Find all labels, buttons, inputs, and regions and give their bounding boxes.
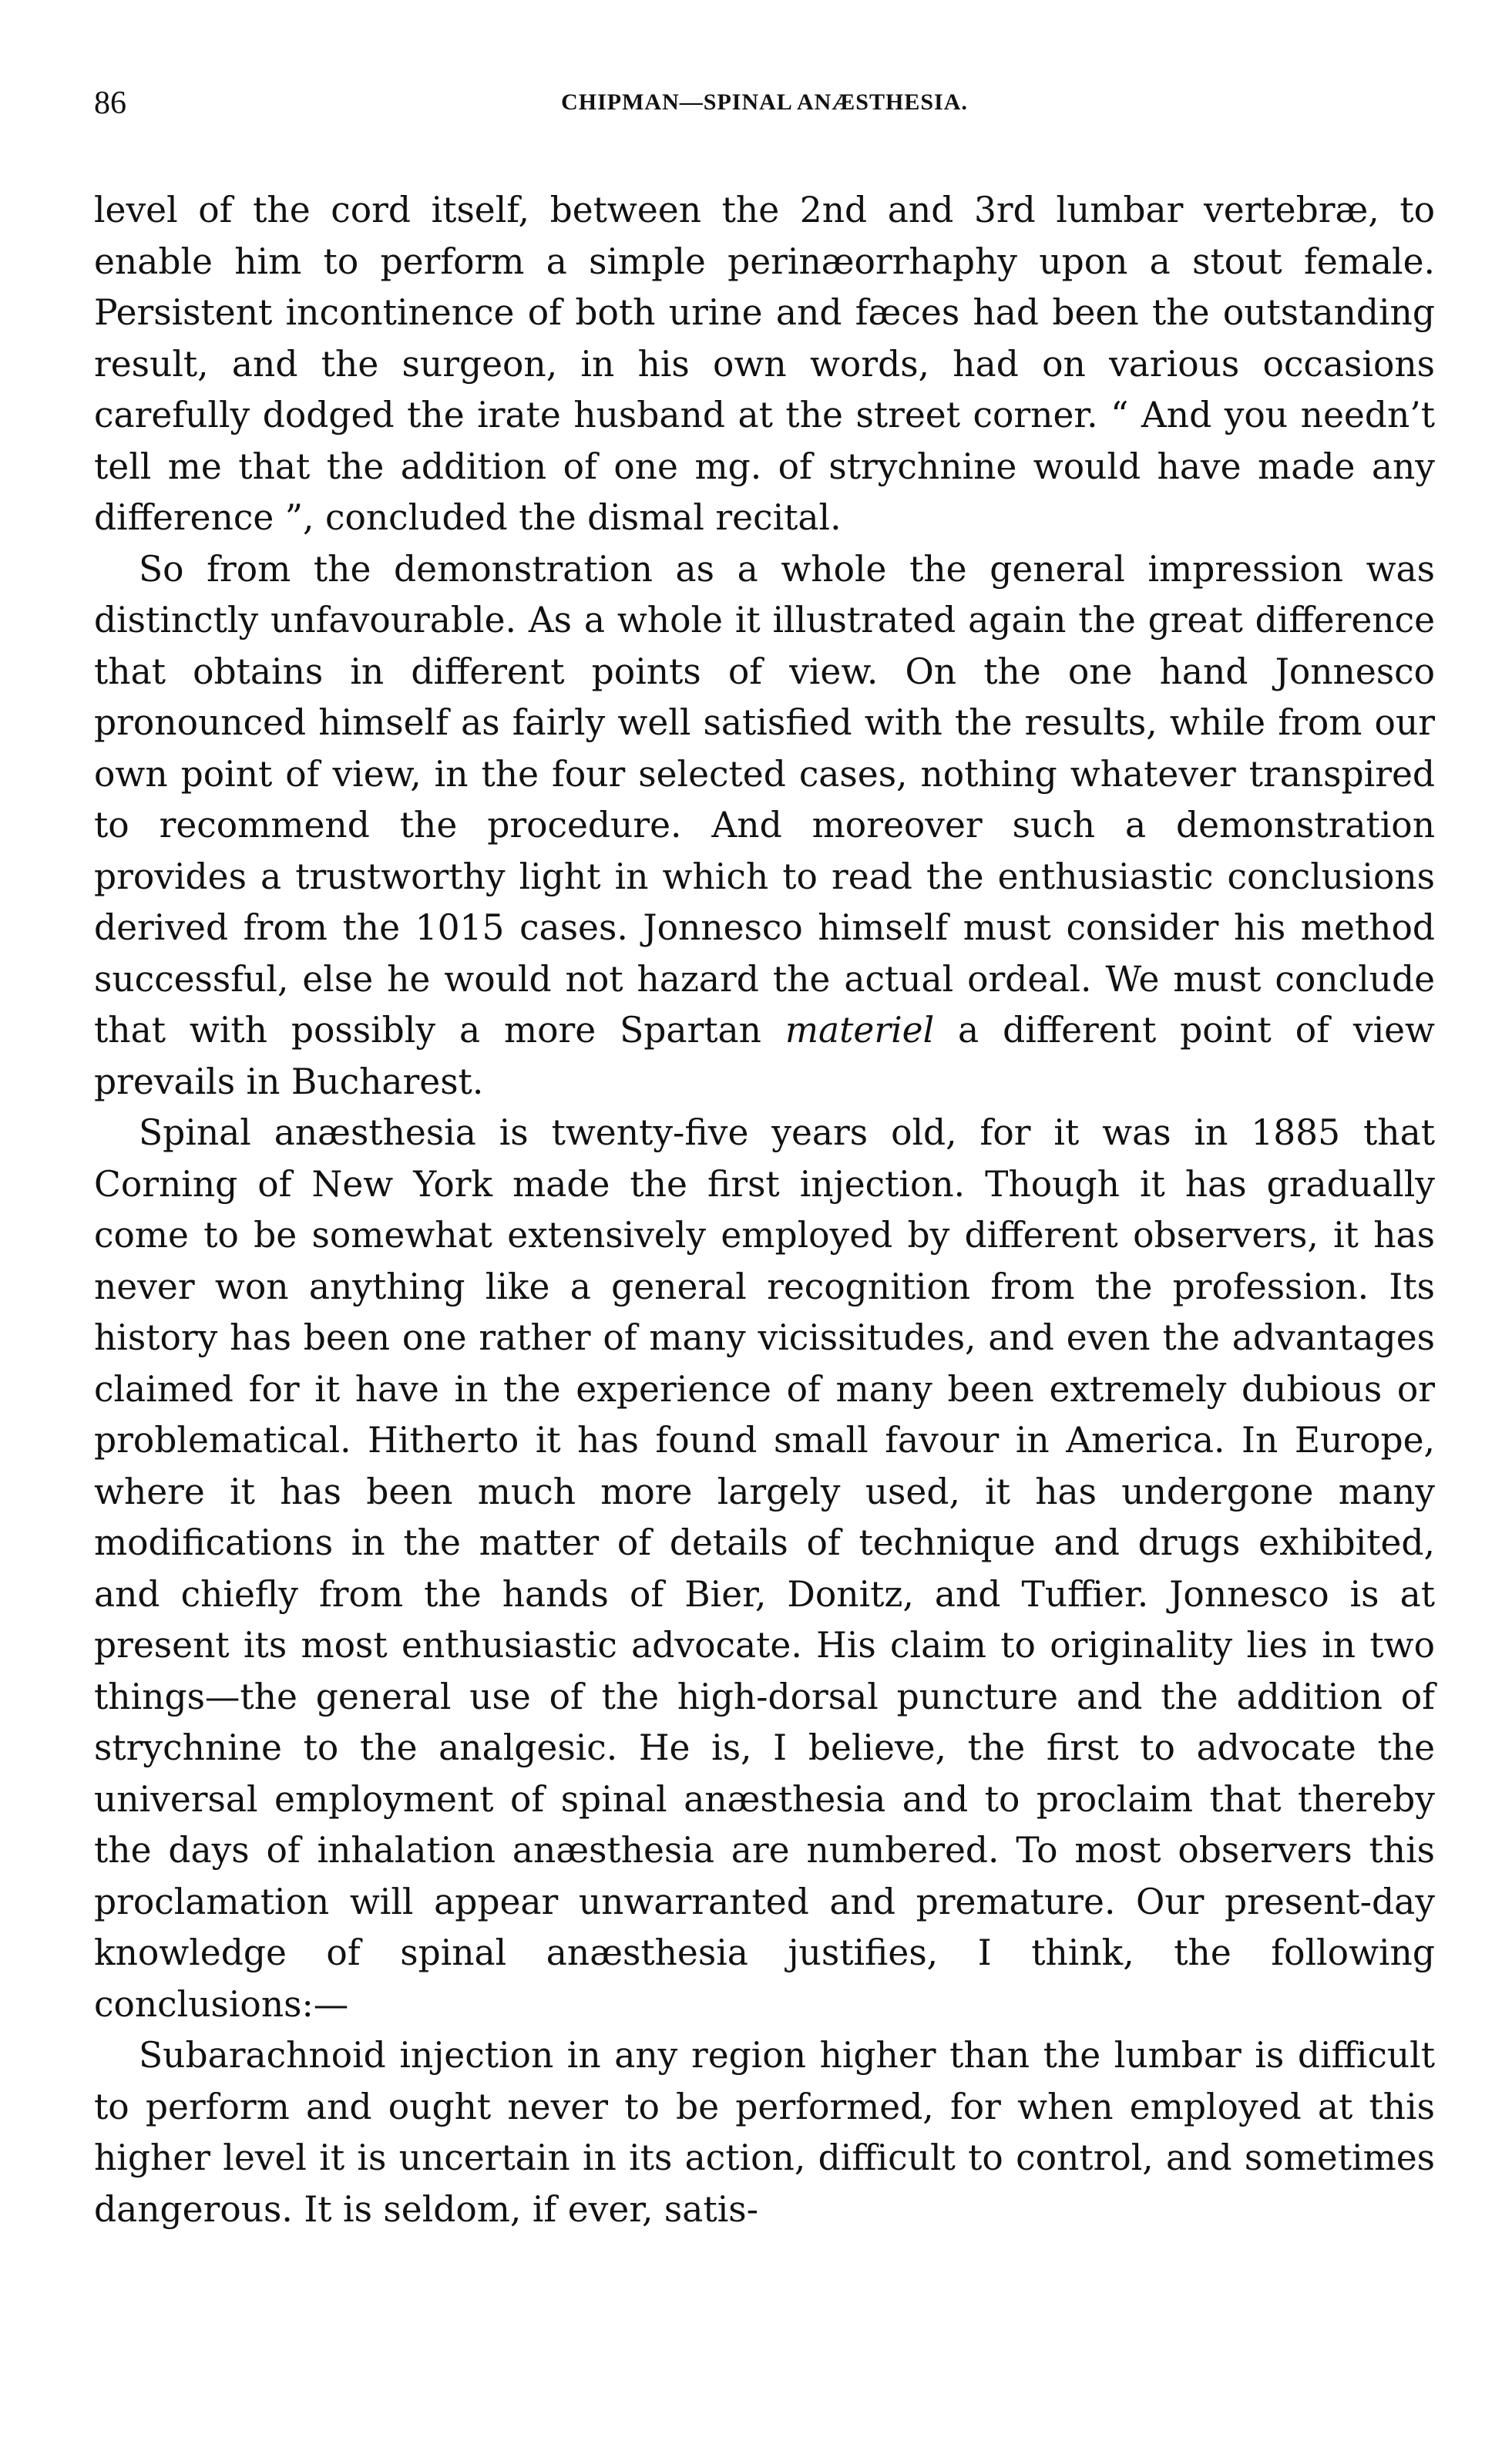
running-head: CHIPMAN—SPINAL ANÆSTHESIA. [561,89,968,115]
paragraph-demonstration-text: So from the demonstration as a whole the general impression was distinctly unfavourable. As a whole it illustrated again the great difference that obtains in different points of view. On the one hand Jonnesco pronounced himself as fairly well satisfied with the results, while from our own point of view, in the four selected cases, nothing whatever transpired to recommend the procedure. And moreover such a demonstration provides a trustworthy light in which to read the enthusiastic conclusions derived from the 1015 cases. Jonnesco himself must consider his method successful, else he would not hazard the actual ordeal. We must conclude that with possibly a more Spartan [94,548,1435,1051]
paragraph-demonstration [94,544,1435,1108]
paragraph-history: Spinal anæsthesia is twenty-five years old, for it was in 1885 that Corning of New York made the first injection. Though it has gradually come to be somewhat extensively employed by different observers, it has never won anything like a general recognition from the profession. Its history has been one rather of many vicissitudes, and even the advantages claimed for it have in the experience of many been extremely dubious or problematical. Hitherto it has found small favour in America. In Europe, where it has been much more largely used, it has undergone many modifications in the matter of details of technique and drugs exhibited, and chiefly from the hands of Bier, Donitz, and Tuffier. Jonnesco is at present its most enthusiastic advocate. His claim to originality lies in two things—the general use of the high-dorsal puncture and the addition of strychnine to the analgesic. He is, I believe, the first to advocate the universal employment of spinal anæsthesia and to proclaim that thereby the days of inhalation anæsthesia are numbered. To most observers this proclamation will appear unwarranted and premature. Our present-day knowledge of spinal anæsthesia justifies, I think, the following conclusions:— [94,1112,1435,2025]
paragraph-demonstration-end: a different point of view prevails in Bucharest. [94,1010,1435,1102]
page-number: 86 [94,86,126,121]
body-text [94,185,1435,2235]
paragraph-conclusion: Subarachnoid injection in any region higher than the lumbar is difficult to perform and ought never to be performed, for when employed at this higher level it is uncertain in its action, difficult to control, and sometimes dangerous. It is seldom, if ever, satis- [94,2035,1435,2230]
page-header [94,85,1435,131]
paragraph-continuation: level of the cord itself, between the 2nd and 3rd lumbar vertebræ, to enable him to perform a simple perinæorrhaphy upon a stout female. Persistent incontinence of both urine and fæces had been the outstanding result, and the surgeon, in his own words, had on various occasions carefully dodged the irate husband at the street corner. “ And you needn’t tell me that the addition of one mg. of strychnine would have made any difference ”, concluded the dismal recital. [94,190,1435,538]
book-page [94,85,1435,2235]
italic-term: materiel [785,1010,935,1051]
